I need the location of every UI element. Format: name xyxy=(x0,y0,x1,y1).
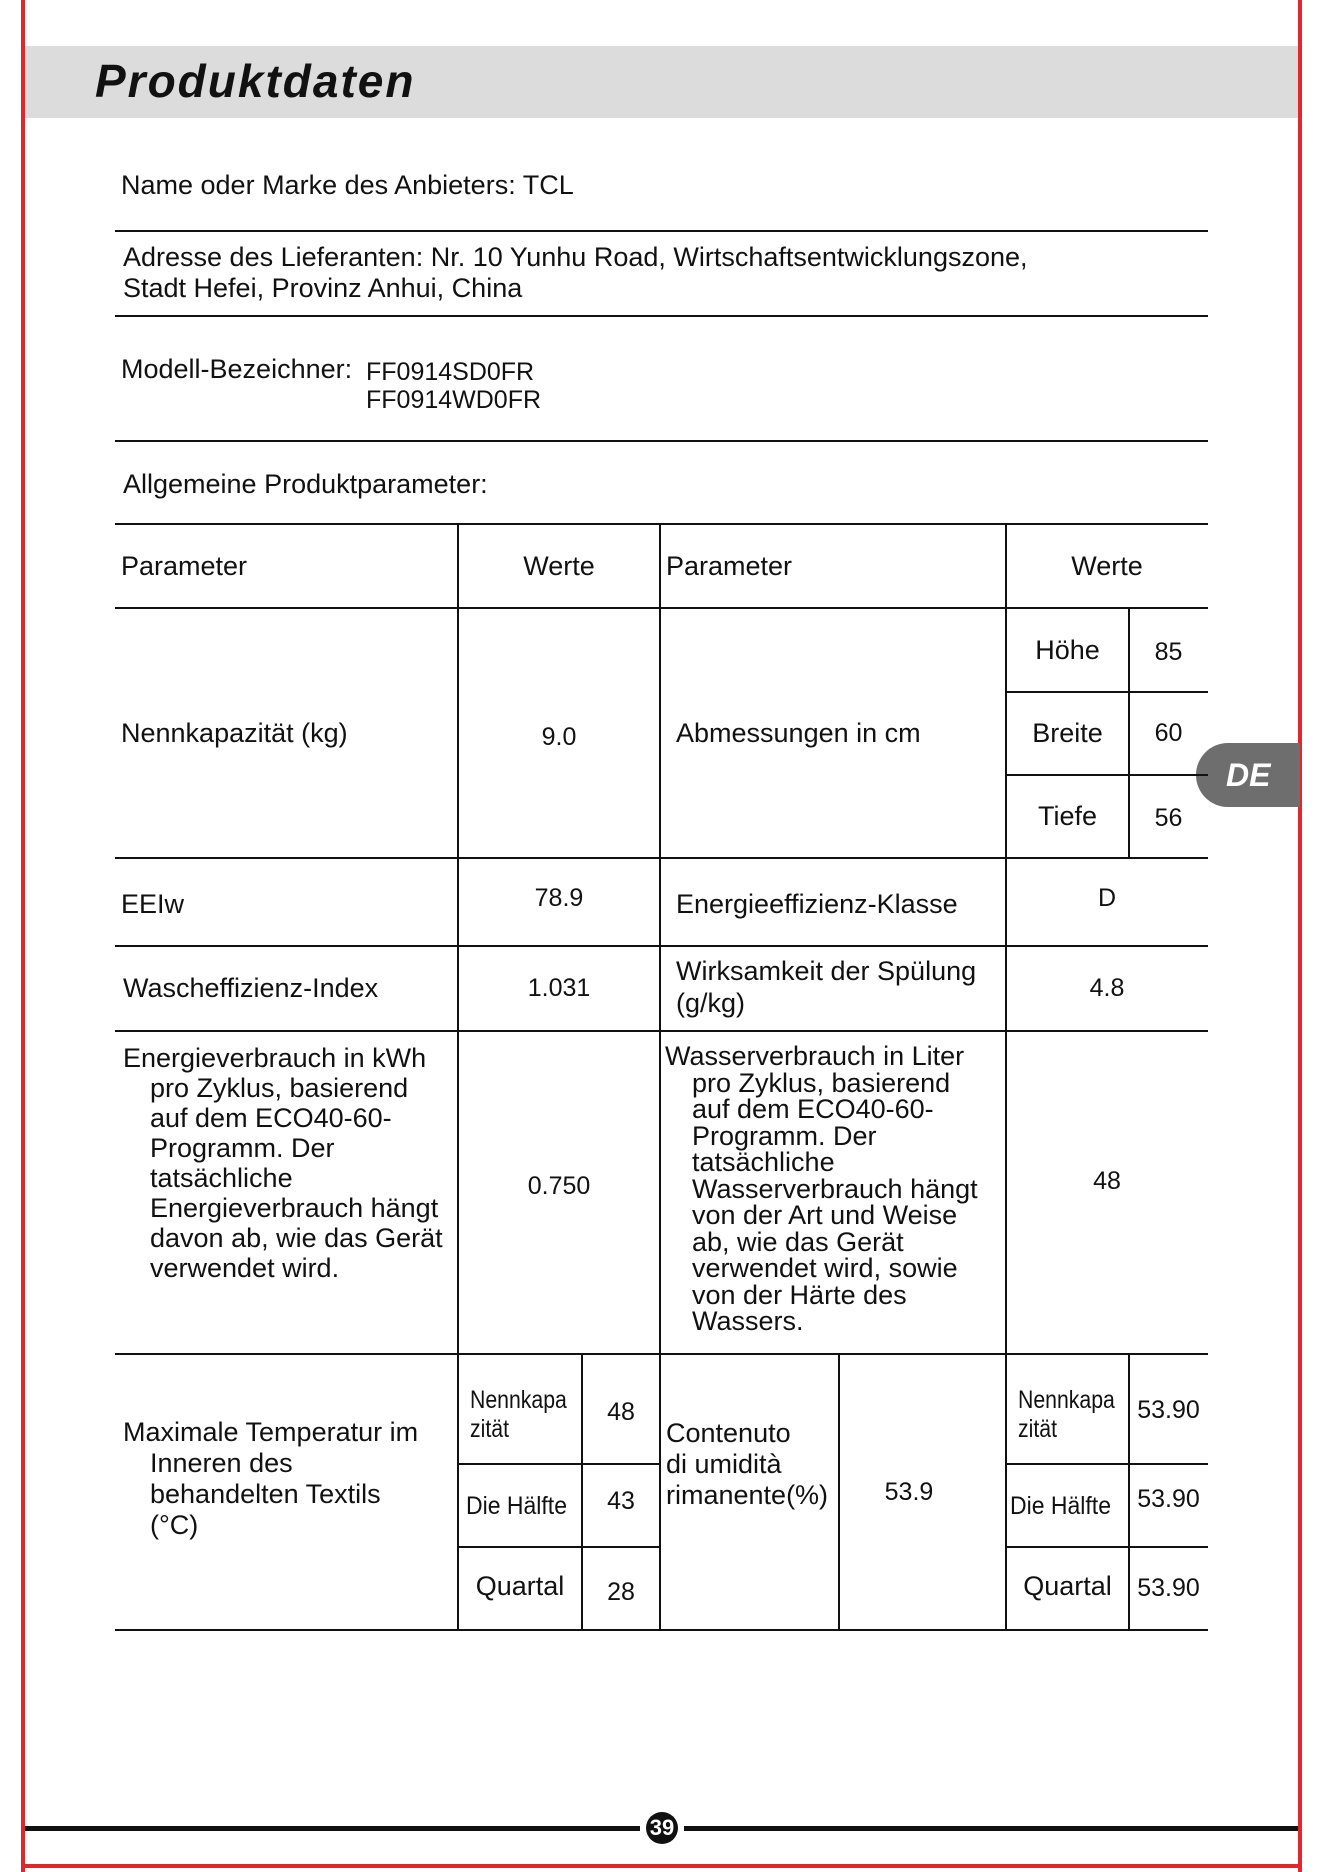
half-label: Die Hälfte xyxy=(1010,1491,1111,1520)
label-line: (°C) xyxy=(150,1510,199,1540)
table-header-value: Werte xyxy=(1071,550,1143,581)
eeiw-value: 78.9 xyxy=(534,883,584,912)
water-consumption-label xyxy=(665,1043,1005,1335)
energy-class-label: Energieeffizienz-Klasse xyxy=(676,888,958,919)
label-line: behandelten Textils xyxy=(150,1479,381,1509)
supplier-name: Name oder Marke des Anbieters: TCL xyxy=(121,170,574,200)
max-temp-half-value: 43 xyxy=(607,1487,635,1515)
max-temperature-label xyxy=(123,1417,453,1541)
wash-index-value: 1.031 xyxy=(527,974,591,1002)
moisture-label-line1: Contenuto xyxy=(666,1418,791,1448)
supplier-address-line1: Adresse des Lieferanten: Nr. 10 Yunhu Road, Wirtschaftsentwicklungszone, xyxy=(123,242,1028,272)
eeiw-label: EEIw xyxy=(121,888,185,919)
width-label: Breite xyxy=(1032,718,1103,748)
label-line: Inneren des xyxy=(150,1448,293,1478)
label-line: Energieverbrauch hängt xyxy=(150,1193,439,1223)
model-value: FF0914WD0FR xyxy=(366,386,542,414)
page-title: Produktdaten xyxy=(95,55,416,107)
label-line: Programm. Der xyxy=(692,1120,877,1151)
table-header-parameter: Parameter xyxy=(666,550,793,581)
label-line: von der Härte des xyxy=(692,1279,907,1310)
moisture-rated-value: 53.90 xyxy=(1137,1395,1200,1424)
label-line: verwendet wird. xyxy=(150,1253,340,1283)
label-line: Programm. Der xyxy=(150,1133,335,1163)
rated-capacity-label: zität xyxy=(1018,1415,1057,1443)
width-value: 60 xyxy=(1154,719,1183,747)
label-line: ab, wie das Gerät xyxy=(692,1226,904,1257)
quarter-label: Quartal xyxy=(475,1571,565,1601)
label-line: Energieverbrauch in kWh xyxy=(123,1043,427,1073)
model-value: FF0914SD0FR xyxy=(366,358,535,386)
wash-index-label: Wascheffizienz-Index xyxy=(123,973,379,1003)
depth-label: Tiefe xyxy=(1037,801,1098,831)
label-line: tatsächliche xyxy=(150,1163,293,1193)
moisture-label-line2: di umidità xyxy=(666,1449,782,1479)
height-label: Höhe xyxy=(1035,634,1100,665)
label-line: verwendet wird, sowie xyxy=(692,1253,958,1283)
rated-capacity-label: Nennkapa xyxy=(470,1386,567,1414)
label-line: auf dem ECO40-60- xyxy=(150,1103,392,1133)
capacity-value: 9.0 xyxy=(541,722,577,751)
label-line: Wasserverbrauch hängt xyxy=(692,1173,978,1204)
depth-value: 56 xyxy=(1154,804,1183,832)
height-value: 85 xyxy=(1154,637,1183,666)
label-line: davon ab, wie das Gerät xyxy=(150,1223,443,1253)
label-line: pro Zyklus, basierend xyxy=(692,1067,951,1098)
rinse-value: 4.8 xyxy=(1089,974,1125,1002)
capacity-label: Nennkapazität (kg) xyxy=(121,717,348,748)
water-consumption-value: 48 xyxy=(1093,1166,1121,1195)
footer-rule-right xyxy=(684,1826,1298,1831)
quarter-label: Quartal xyxy=(1023,1571,1112,1601)
dimensions-label: Abmessungen in cm xyxy=(676,717,921,748)
footer-rule-left xyxy=(25,1826,640,1831)
max-temp-quarter-value: 28 xyxy=(607,1578,635,1606)
supplier-address-line2: Stadt Hefei, Provinz Anhui, China xyxy=(123,273,523,303)
label-line: auf dem ECO40-60- xyxy=(692,1094,934,1124)
label-line: Wassers. xyxy=(692,1306,804,1336)
rinse-label-line1: Wirksamkeit der Spülung xyxy=(676,956,977,986)
label-line: Maximale Temperatur im xyxy=(123,1417,419,1447)
table-header-parameter: Parameter xyxy=(121,550,248,581)
half-label: Die Hälfte xyxy=(466,1491,567,1520)
rated-capacity-label: Nennkapa xyxy=(1018,1386,1115,1414)
max-temp-rated-value: 48 xyxy=(607,1397,635,1426)
rinse-label-line2: (g/kg) xyxy=(676,988,746,1018)
moisture-label-line3: rimanente(%) xyxy=(666,1480,829,1510)
general-params-heading: Allgemeine Produktparameter: xyxy=(123,469,488,499)
moisture-quarter-value: 53.90 xyxy=(1137,1574,1200,1602)
label-line: Wasserverbrauch in Liter xyxy=(665,1041,965,1071)
page-number: 39 xyxy=(646,1812,678,1844)
moisture-value: 53.9 xyxy=(884,1477,934,1506)
table-header-value: Werte xyxy=(523,550,595,581)
model-label: Modell-Bezeichner: xyxy=(121,354,353,384)
label-line: pro Zyklus, basierend xyxy=(150,1073,409,1103)
label-line: von der Art und Weise xyxy=(692,1200,958,1230)
language-tab-label: DE xyxy=(1226,757,1271,793)
energy-consumption-label xyxy=(123,1043,463,1283)
energy-consumption-value: 0.750 xyxy=(527,1171,591,1200)
energy-class-value: D xyxy=(1097,883,1117,912)
rated-capacity-label: zität xyxy=(470,1415,509,1443)
label-line: tatsächliche xyxy=(692,1147,835,1177)
moisture-half-value: 53.90 xyxy=(1137,1485,1200,1513)
